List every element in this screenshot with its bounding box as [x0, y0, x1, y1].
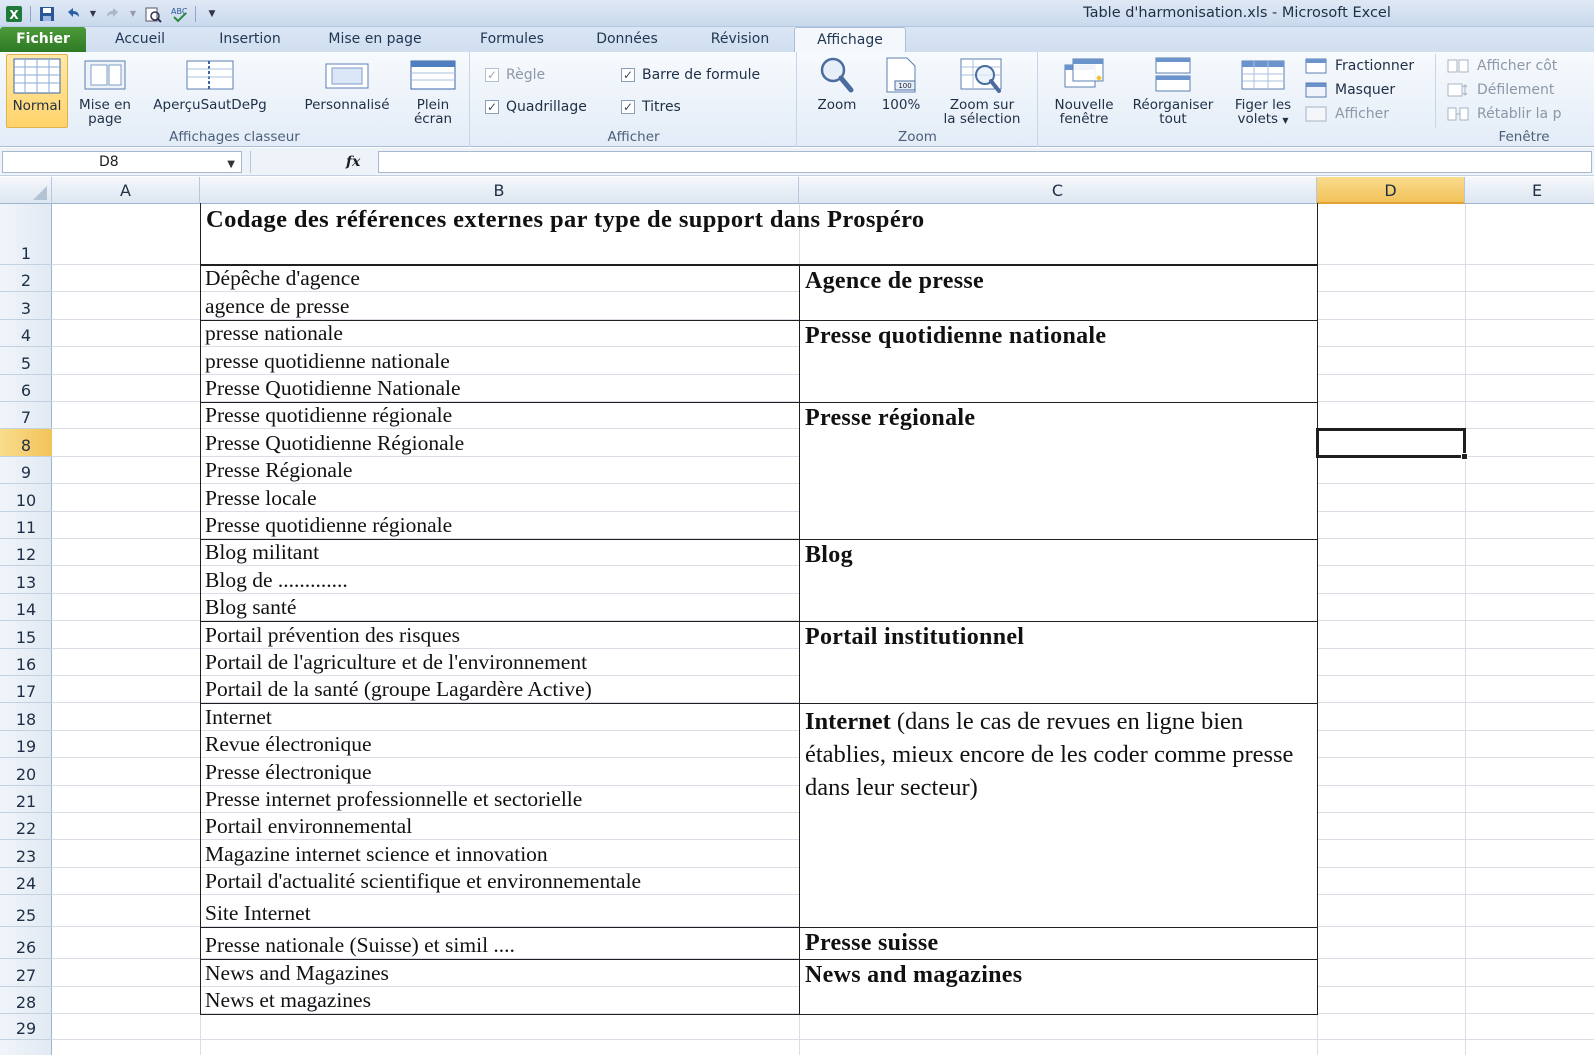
page-break-icon [185, 54, 235, 96]
column-header-a[interactable]: A [52, 177, 200, 204]
column-header-e[interactable]: E [1465, 177, 1594, 204]
cell-b6[interactable]: Presse Quotidienne Nationale [205, 376, 461, 400]
checkbox-checked-icon: ✓ [486, 100, 498, 114]
formula-bar-checkbox[interactable]: ✓ Barre de formule [622, 67, 761, 83]
full-screen-icon [409, 54, 457, 96]
sheet-title-cell[interactable]: Codage des références externes par type de support dans Prospéro [206, 206, 925, 233]
formula-input[interactable] [378, 151, 1592, 173]
checkbox-checked-icon: ✓ [622, 68, 634, 82]
zoom-button[interactable]: Zoom [808, 54, 866, 128]
cell-c12: Blog [805, 542, 853, 568]
cell-b12[interactable]: Blog militant [205, 540, 320, 565]
row-header-29[interactable]: 29 [0, 1014, 52, 1040]
group-label: Zoom [898, 129, 937, 145]
row-header-23[interactable]: 23 [0, 840, 52, 867]
cell-b27[interactable]: News and Magazines [205, 960, 389, 985]
side-by-side-icon [1447, 58, 1469, 74]
gridline [52, 1039, 1594, 1040]
svg-text:ABC: ABC [171, 6, 188, 16]
svg-text:X: X [9, 7, 19, 22]
row-header-12[interactable]: 12 [0, 539, 52, 566]
cell-b28[interactable]: News et magazines [205, 988, 371, 1012]
row-header-2[interactable]: 2 [0, 265, 52, 292]
unhide-button[interactable]: Afficher [1305, 104, 1389, 124]
table-border [200, 402, 800, 540]
arrange-all-button[interactable]: Réorganiser tout [1125, 54, 1221, 128]
cell-c4: Presse quotidienne nationale [805, 322, 1107, 349]
cell-c15: Portail institutionnel [805, 624, 1025, 651]
cell-b23[interactable]: Magazine internet science et innovation [205, 841, 548, 866]
gridline [1465, 204, 1466, 1055]
full-screen-button[interactable]: Plein écran [404, 54, 462, 128]
row-header-1[interactable]: 1 [0, 204, 52, 265]
headings-checkbox[interactable]: ✓ Titres [622, 99, 681, 115]
cell-b15[interactable]: Portail prévention des risques [205, 622, 460, 647]
cell-b22[interactable]: Portail environnemental [205, 814, 413, 839]
row-header-14[interactable]: 14 [0, 594, 52, 621]
row-header-19[interactable]: 19 [0, 731, 52, 758]
cell-c7: Presse régionale [805, 405, 976, 431]
row-header-17[interactable]: 17 [0, 676, 52, 703]
view-side-by-side-button[interactable]: Afficher côt [1447, 56, 1557, 76]
formula-buttons [246, 151, 376, 173]
column-header-c[interactable]: C [799, 177, 1317, 204]
column-header-b[interactable]: B [200, 177, 799, 204]
magnifier-icon [817, 54, 857, 96]
row-header-10[interactable]: 10 [0, 484, 52, 511]
row-header-24[interactable]: 24 [0, 868, 52, 895]
zoom-selection-icon [959, 54, 1005, 96]
row-header-9[interactable]: 9 [0, 457, 52, 484]
hide-button[interactable]: Masquer [1305, 80, 1395, 100]
name-box[interactable]: D8 ▼ [2, 151, 242, 173]
formula-bar [0, 148, 1594, 176]
select-all-triangle-icon [33, 186, 47, 200]
sync-scroll-icon [1447, 82, 1469, 98]
undo-dropdown-icon[interactable]: ▼ [89, 9, 97, 18]
page-layout-view-button[interactable]: Mise en page [72, 54, 138, 128]
cell-b8[interactable]: Presse Quotidienne Régionale [205, 430, 465, 455]
row-header-20[interactable]: 20 [0, 758, 52, 785]
cell-c2: Agence de presse [805, 268, 984, 294]
reset-position-icon [1447, 106, 1469, 122]
cell-b21[interactable]: Presse internet professionnelle et sectorielle [205, 787, 583, 811]
cell-b5[interactable]: presse quotidienne nationale [205, 348, 450, 373]
hide-icon [1305, 82, 1327, 98]
cell-b2[interactable]: Dépêche d'agence [205, 266, 360, 291]
cell-b7[interactable]: Presse quotidienne régionale [205, 403, 453, 428]
gridlines-checkbox[interactable]: ✓ Quadrillage [486, 99, 587, 115]
tab-review[interactable]: Révision [710, 31, 770, 47]
cell-c12-merged[interactable] [799, 539, 1318, 622]
table-border [200, 703, 800, 928]
row-header-25[interactable]: 25 [0, 895, 52, 927]
ruler-checkbox[interactable]: ✓ Règle [486, 67, 546, 83]
freeze-panes-button[interactable]: Figer les volets ▼ [1225, 54, 1301, 128]
group-show [471, 52, 797, 147]
cell-b11[interactable]: Presse quotidienne régionale [205, 513, 453, 537]
cell-b20[interactable]: Presse électronique [205, 759, 372, 784]
cell-b18[interactable]: Internet [205, 704, 272, 729]
svg-text:100: 100 [898, 82, 912, 90]
cell-b9[interactable]: Presse Régionale [205, 458, 353, 483]
row-header-26[interactable]: 26 [0, 927, 52, 959]
group-window [1039, 52, 1594, 147]
group-zoom [798, 52, 1038, 147]
tab-file[interactable]: Fichier [0, 27, 86, 52]
row-header-3[interactable]: 3 [0, 292, 52, 319]
row-header-28[interactable]: 28 [0, 987, 52, 1014]
table-border [200, 539, 800, 622]
table-border [200, 959, 800, 1015]
table-border [200, 265, 800, 321]
worksheet-grid [0, 177, 1594, 1055]
formula-bar-handle[interactable] [250, 151, 264, 173]
cell-b19[interactable]: Revue électronique [205, 732, 372, 757]
cell-b4[interactable]: presse nationale [205, 321, 343, 346]
window-title: Table d'harmonisation.xls - Microsoft Excel [1083, 5, 1391, 21]
row-header-11[interactable]: 11 [0, 512, 52, 539]
table-border [200, 927, 800, 960]
row-headers [0, 204, 52, 1055]
title-bar [0, 0, 1594, 27]
checkbox-checked-icon: ✓ [622, 100, 634, 114]
fill-handle[interactable] [1461, 453, 1468, 460]
row-header-6[interactable]: 6 [0, 375, 52, 402]
new-window-button[interactable]: Nouvelle fenêtre [1047, 54, 1121, 128]
checkbox-checked-icon: ✓ [486, 68, 498, 82]
group-workbook-views [0, 52, 470, 147]
tab-view[interactable]: Affichage [794, 27, 906, 53]
row-header-15[interactable]: 15 [0, 621, 52, 648]
column-headers [0, 177, 1594, 204]
cell-c18 [805, 705, 1305, 804]
insert-function-button[interactable]: fx [346, 154, 361, 170]
custom-views-button[interactable]: Personnalisé [292, 54, 402, 128]
cell-b26[interactable]: Presse nationale (Suisse) et simil .... [205, 933, 515, 958]
row-header-27[interactable]: 27 [0, 959, 52, 986]
tab-home[interactable]: Accueil [115, 31, 165, 47]
zoom-100-icon [881, 54, 921, 96]
row-header-18[interactable]: 18 [0, 703, 52, 730]
unhide-icon [1305, 106, 1327, 122]
row-header-7[interactable]: 7 [0, 402, 52, 429]
synchronous-scrolling-button[interactable]: Défilement [1447, 80, 1554, 100]
name-box-dropdown-icon[interactable]: ▼ [227, 159, 235, 170]
group-separator [1435, 54, 1436, 128]
cell-b17[interactable]: Portail de la santé (groupe Lagardère Active) [205, 677, 592, 702]
dropdown-arrow-icon: ▼ [1282, 116, 1289, 125]
tab-page-layout[interactable]: Mise en page [328, 31, 422, 47]
normal-view-button[interactable]: Normal [6, 54, 68, 128]
row-header-16[interactable]: 16 [0, 649, 52, 676]
customize-qat-icon[interactable]: ▼ [208, 8, 216, 19]
split-button[interactable]: Fractionner [1305, 56, 1414, 76]
normal-view-icon [13, 55, 61, 97]
split-icon [1305, 58, 1327, 74]
group-label: Afficher [607, 129, 660, 145]
row-header-8[interactable]: 8 [0, 429, 52, 456]
freeze-panes-icon [1240, 54, 1286, 96]
group-label: Affichages classeur [169, 129, 300, 145]
cell-b13[interactable]: Blog de ............. [205, 567, 348, 592]
table-border [200, 621, 800, 704]
tab-insert[interactable]: Insertion [219, 31, 281, 47]
category-label: Internet [805, 708, 891, 736]
zoom-100-button[interactable]: 100 100% [872, 54, 930, 128]
cell-b10[interactable]: Presse locale [205, 485, 317, 510]
select-all-button[interactable] [0, 177, 52, 204]
cell-b3[interactable]: agence de presse [205, 293, 350, 318]
selected-cell-d8[interactable] [1316, 428, 1466, 457]
tab-data[interactable]: Données [596, 31, 658, 47]
new-window-icon [1061, 54, 1107, 96]
redo-dropdown-icon[interactable]: ▼ [129, 9, 137, 18]
page-break-preview-button[interactable]: AperçuSautDePg [142, 54, 278, 128]
cell-area[interactable] [52, 204, 1594, 1055]
custom-views-icon [322, 54, 372, 96]
arrange-all-icon [1153, 54, 1193, 96]
column-header-d[interactable]: D [1317, 177, 1465, 204]
table-border [200, 320, 800, 403]
cell-b25[interactable]: Site Internet [205, 901, 311, 926]
tab-formulas[interactable]: Formules [480, 31, 544, 47]
cell-c26: Presse suisse [805, 930, 939, 957]
cell-c27: News and magazines [805, 962, 1023, 989]
zoom-to-selection-button[interactable]: Zoom sur la sélection [934, 54, 1030, 128]
group-label: Fenêtre [1498, 129, 1550, 145]
page-layout-icon [82, 54, 128, 96]
ribbon-tabs [0, 27, 1594, 52]
category-note: (dans le cas de revues en ligne bien établies, mieux encore de les coder comme presse dans leur secteur) [805, 708, 1294, 802]
ribbon [0, 52, 1594, 147]
row-header-5[interactable]: 5 [0, 347, 52, 374]
reset-window-position-button[interactable]: Rétablir la p [1447, 104, 1561, 124]
cell-b16[interactable]: Portail de l'agriculture et de l'environnement [205, 650, 588, 674]
row-header-13[interactable]: 13 [0, 566, 52, 593]
row-header-4[interactable]: 4 [0, 320, 52, 347]
cell-b14[interactable]: Blog santé [205, 595, 297, 620]
row-header-22[interactable]: 22 [0, 813, 52, 840]
cell-b24[interactable]: Portail d'actualité scientifique et environnementale [205, 869, 642, 894]
row-header-21[interactable]: 21 [0, 786, 52, 813]
